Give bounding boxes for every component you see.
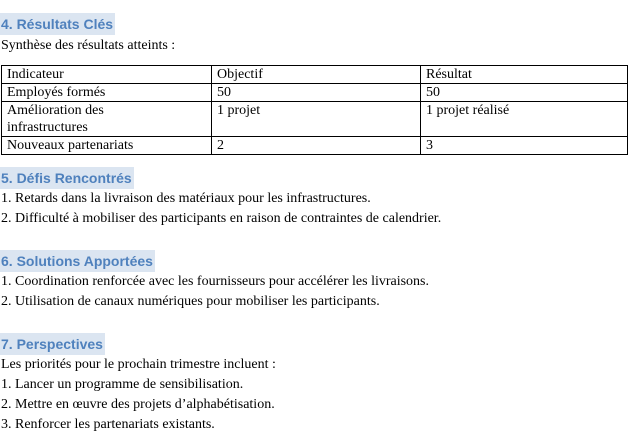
section-heading-perspectives: 7. Perspectives [0, 333, 105, 355]
table-cell: Amélioration des infrastructures [2, 102, 212, 137]
table-cell: 3 [421, 137, 628, 155]
column-header: Indicateur [2, 66, 212, 84]
list-item: 3. Renforcer les partenariats existants. [1, 417, 215, 432]
table-row [2, 84, 628, 102]
table-cell: 1 projet [212, 102, 421, 137]
results-intro: Synthèse des résultats atteints : [1, 38, 176, 53]
list-item: 1. Lancer un programme de sensibilisation. [1, 377, 244, 392]
section-heading-solutions: 6. Solutions Apportées [0, 250, 155, 272]
column-header: Résultat [421, 66, 628, 84]
table-row [2, 137, 628, 155]
table-cell: 50 [212, 84, 421, 102]
list-item: 2. Difficulté à mobiliser des participants en raison de contraintes de calendrier. [1, 211, 442, 226]
table-cell: 50 [421, 84, 628, 102]
section-heading-challenges: 5. Défis Rencontrés [0, 167, 134, 189]
table-cell: 2 [212, 137, 421, 155]
perspectives-intro: Les priorités pour le prochain trimestre incluent : [1, 357, 276, 372]
table-cell: Nouveaux partenariats [2, 137, 212, 155]
table-header-row [2, 66, 628, 84]
results-table [1, 65, 628, 155]
list-item: 2. Mettre en œuvre des projets d’alphabétisation. [1, 397, 275, 412]
table-row [2, 102, 628, 137]
list-item: 1. Retards dans la livraison des matériaux pour les infrastructures. [1, 191, 371, 206]
table-cell: Employés formés [2, 84, 212, 102]
list-item: 1. Coordination renforcée avec les fournisseurs pour accélérer les livraisons. [1, 274, 430, 289]
list-item: 2. Utilisation de canaux numériques pour mobiliser les participants. [1, 294, 380, 309]
column-header: Objectif [212, 66, 421, 84]
section-heading-results: 4. Résultats Clés [0, 13, 115, 35]
table-cell: 1 projet réalisé [421, 102, 628, 137]
